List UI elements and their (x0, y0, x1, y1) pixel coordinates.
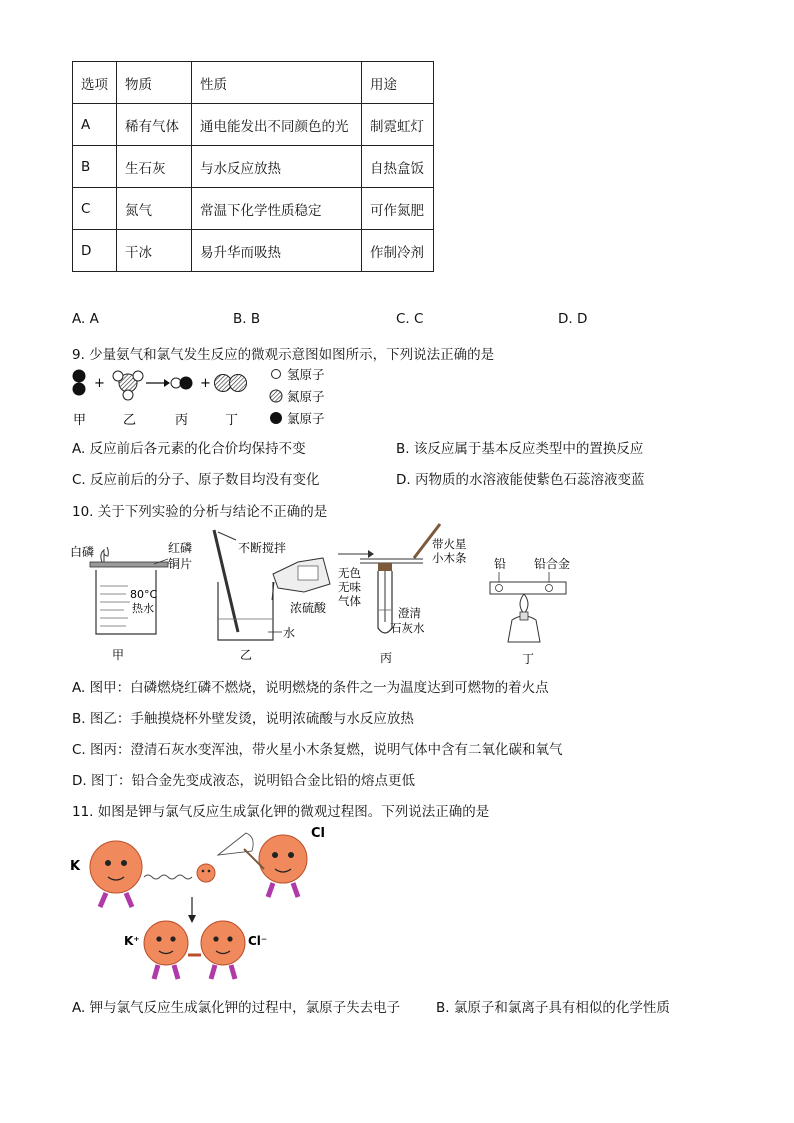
q9-option-c[interactable]: C. 反应前后的分子、原子数目均没有变化 (72, 472, 320, 488)
q10-option-a[interactable]: A. 图甲：白磷燃烧红磷不燃烧，说明燃烧的条件之一为温度达到可燃物的着火点 (72, 680, 549, 696)
red-phosphorus-label: 红磷 (168, 541, 193, 555)
stir-label: 不断搅拌 (238, 541, 287, 555)
spring-icon (144, 875, 192, 879)
plus-sign: + (94, 376, 105, 391)
table-cell: B (73, 146, 117, 188)
copper-plate-label: 铜片 (168, 557, 193, 571)
copper-plate (90, 562, 168, 567)
arrow-head (164, 379, 170, 387)
q8-option-c[interactable]: C. C (396, 311, 424, 327)
q8-option-a[interactable]: A. A (72, 311, 99, 327)
q10-option-d[interactable]: D. 图丁：铅合金先变成液态，说明铅合金比铅的熔点更低 (72, 773, 415, 789)
acid-label: 浓硫酸 (290, 601, 327, 615)
hydrogen-legend-symbol (272, 370, 281, 379)
label-ding: 丁 (225, 413, 239, 428)
property-table (72, 61, 434, 272)
table-cell: 氮气 (117, 188, 192, 230)
q9-option-b[interactable]: B. 该反应属于基本反应类型中的置换反应 (396, 441, 644, 457)
q11-option-b[interactable]: B. 氯原子和氯离子具有相似的化学性质 (436, 1000, 670, 1016)
table-cell: 生石灰 (117, 146, 192, 188)
figure-label-ding: 丁 (522, 652, 535, 666)
q10-stem: 10. 关于下列实验的分析与结论不正确的是 (72, 504, 328, 520)
chloride-ion-label: Cl⁻ (248, 934, 268, 948)
table-cell: 易升华而吸热 (192, 230, 362, 272)
figure-yi (214, 530, 330, 662)
q9-stem: 9. 少量氨气和氯气发生反应的微观示意图如图所示，下列说法正确的是 (72, 347, 495, 363)
table-cell: 选项 (73, 62, 117, 104)
limewater-label-1: 澄清 (398, 606, 421, 620)
table-cell: 物质 (117, 62, 192, 104)
q9-option-d[interactable]: D. 丙物质的水溶液能使紫色石蕊溶液变蓝 (396, 472, 645, 488)
q10-experiment-figures (68, 522, 588, 672)
table-row (73, 104, 434, 146)
lead-label: 铅 (494, 557, 507, 571)
nh3-molecule (113, 371, 143, 400)
hcl-molecule (171, 377, 193, 390)
splint-label-1: 带火星 (432, 537, 467, 551)
figure-label-yi: 乙 (240, 648, 253, 662)
gas-label-1: 无色 (338, 566, 361, 580)
table-cell: D (73, 230, 117, 272)
figure-label-bing: 丙 (380, 651, 393, 665)
label-bing: 丙 (175, 413, 189, 428)
table-cell: A (73, 104, 117, 146)
table-cell: 通电能发出不同颜色的光 (192, 104, 362, 146)
limewater-label-2: 石灰水 (390, 621, 425, 635)
chlorine-legend-symbol (270, 412, 282, 424)
table-cell: 稀有气体 (117, 104, 192, 146)
potassium-ion-cartoon (124, 921, 188, 979)
potassium-label: K (70, 859, 81, 874)
cl2-molecule (73, 370, 86, 396)
legend-hydrogen: 氢原子 (287, 367, 325, 382)
table-row (73, 230, 434, 272)
table-row (73, 146, 434, 188)
gas-label-3: 气体 (338, 594, 361, 608)
legend-chlorine: 氯原子 (287, 411, 325, 426)
table-cell: 常温下化学性质稳定 (192, 188, 362, 230)
table-cell: 制霓虹灯 (362, 104, 434, 146)
plus-sign: + (200, 376, 211, 391)
table-cell: 性质 (192, 62, 362, 104)
electron-cartoon (197, 864, 215, 882)
table-cell: 作制冷剂 (362, 230, 434, 272)
flame-icon (101, 547, 108, 562)
table-cell: 用途 (362, 62, 434, 104)
chloride-ion-cartoon (201, 921, 267, 979)
label-jia: 甲 (73, 413, 87, 428)
table-cell: 自热盒饭 (362, 146, 434, 188)
chlorine-label: Cl (311, 826, 325, 841)
potassium-ion-label: K⁺ (124, 934, 140, 948)
table-cell: 可作氮肥 (362, 188, 434, 230)
figure-label-jia: 甲 (112, 648, 125, 662)
table-cell: C (73, 188, 117, 230)
flame-icon (520, 594, 528, 614)
q9-option-a[interactable]: A. 反应前后各元素的化合价均保持不变 (72, 441, 306, 457)
white-phosphorus-label: 白磷 (70, 545, 95, 559)
q9-molecule-diagram (68, 362, 368, 432)
hot-water-label: 热水 (132, 602, 154, 615)
q11-stem: 11. 如图是钾与氯气反应生成氯化钾的微观过程图。下列说法正确的是 (72, 804, 490, 820)
temperature-label: 80°C (130, 588, 158, 601)
q10-option-b[interactable]: B. 图乙：手触摸烧杯外壁发烫，说明浓硫酸与水反应放热 (72, 711, 414, 727)
beaker (218, 582, 273, 640)
potassium-atom-cartoon (70, 841, 142, 907)
q8-option-d[interactable]: D. D (558, 311, 588, 327)
figure-jia (70, 540, 192, 662)
chlorine-atom-cartoon (244, 826, 325, 897)
q11-cartoon-diagram (68, 825, 338, 990)
gas-label-2: 无味 (338, 580, 361, 594)
legend-nitrogen: 氮原子 (287, 389, 325, 404)
table-cell: 与水反应放热 (192, 146, 362, 188)
label-yi: 乙 (123, 413, 137, 428)
figure-ding (490, 556, 570, 666)
q10-option-c[interactable]: C. 图丙：澄清石灰水变浑浊，带火星小木条复燃，说明气体中含有二氧化碳和氧气 (72, 742, 563, 758)
table-row (73, 188, 434, 230)
acid-bottle (272, 558, 330, 600)
figure-bing (338, 524, 467, 665)
water-label: 水 (283, 626, 296, 640)
q8-option-b[interactable]: B. B (233, 311, 261, 327)
alloy-label: 铅合金 (534, 557, 571, 571)
q11-option-a[interactable]: A. 钾与氯气反应生成氯化钾的过程中，氯原子失去电子 (72, 1000, 401, 1016)
table-header-row (73, 62, 434, 104)
rubber-stopper (378, 563, 392, 571)
splint-label-2: 小木条 (432, 551, 467, 565)
nitrogen-legend-symbol (270, 390, 282, 402)
n2-molecule (215, 375, 247, 392)
table-cell: 干冰 (117, 230, 192, 272)
